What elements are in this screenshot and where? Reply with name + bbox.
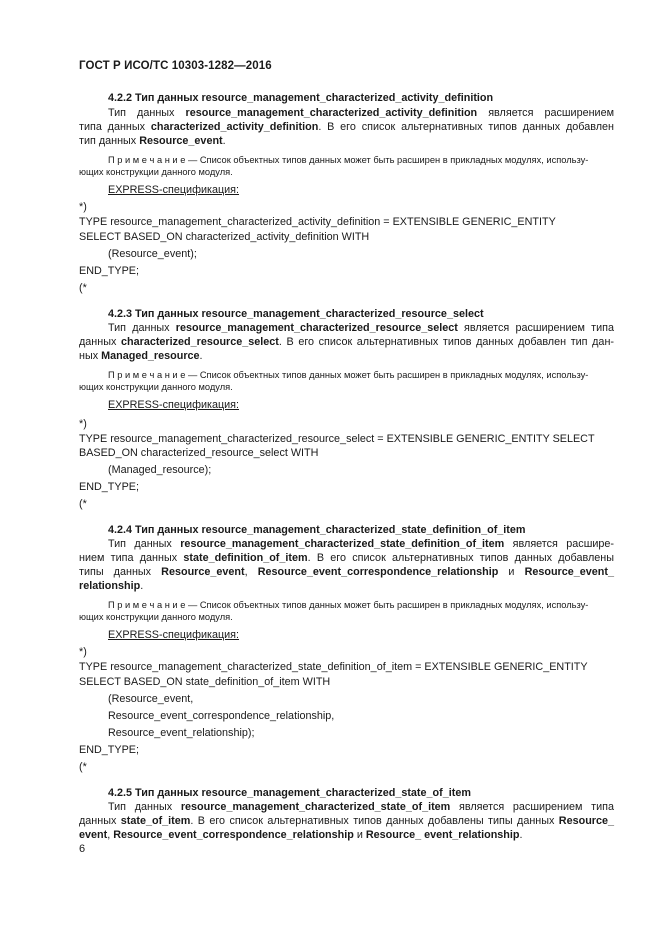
code-line: BASED_ON characterized_resource_select WITH	[79, 447, 319, 459]
paragraph-line: типа данных characterized_activity_definition. В его список альтернативных типов данных добавлен	[79, 121, 615, 133]
paragraph-line: Тип данных resource_management_characterized_state_definition_of_item является расшире-	[108, 538, 615, 550]
express-label: EXPRESS-спецификация:	[108, 399, 240, 411]
paragraph-line: данных characterized_resource_select. В его список альтернативных типов данных добавлен тип дан-	[79, 336, 614, 348]
end-type: END_TYPE;	[79, 481, 139, 493]
end-type: END_TYPE;	[79, 265, 139, 277]
paragraph-line: типы данных Resource_event, Resource_event_correspondence_relationship и Resource_event_	[79, 566, 614, 578]
code-line: SELECT BASED_ON characterized_activity_definition WITH	[79, 231, 370, 243]
paragraph-line: тип данных Resource_event.	[79, 135, 226, 147]
comment-open: (*	[79, 761, 87, 773]
paragraph-line: Тип данных resource_management_characterized_activity_definition является расширением	[108, 107, 615, 119]
code-line: TYPE resource_management_characterized_resource_select = EXTENSIBLE GENERIC_ENTITY SELECT	[79, 433, 595, 445]
paragraph-line: Тип данных resource_management_characterized_resource_select является расширением типа	[108, 322, 614, 334]
section-heading-4-2-3: 4.2.3 Тип данных resource_management_characterized_resource_select	[108, 308, 484, 320]
note-line: ющих конструкции данного модуля.	[79, 167, 233, 177]
section-heading-4-2-2: 4.2.2 Тип данных resource_management_characterized_activity_definition	[108, 92, 494, 104]
code-line: (Managed_resource);	[108, 464, 212, 476]
note-line: ющих конструкции данного модуля.	[79, 382, 233, 392]
code-line: TYPE resource_management_characterized_state_definition_of_item = EXTENSIBLE GENERIC_ENTITY	[79, 661, 588, 673]
code-line: Resource_event_correspondence_relationship,	[108, 710, 335, 722]
paragraph-line: нием типа данных state_definition_of_item. В его список альтернативных типов данных добавлены	[79, 552, 614, 564]
paragraph-line: данных state_of_item. В его список альтернативных типов данных добавлены типы данных Resource_	[79, 815, 615, 827]
note-label: П р и м е ч а н и е	[108, 600, 186, 610]
note-line: ющих конструкции данного модуля.	[79, 612, 233, 622]
comment-close: *)	[79, 646, 87, 658]
code-line: (Resource_event,	[108, 693, 194, 705]
page-number: 6	[79, 843, 86, 855]
comment-open: (*	[79, 282, 87, 294]
section-heading-4-2-5: 4.2.5 Тип данных resource_management_characterized_state_of_item	[108, 787, 471, 799]
note-line: П р и м е ч а н и е — Список объектных типов данных может быть расширен в прикладных модулях, использу-	[108, 155, 589, 165]
comment-close: *)	[79, 201, 87, 213]
note-line: П р и м е ч а н и е — Список объектных типов данных может быть расширен в прикладных модулях, использу-	[108, 370, 589, 380]
comment-open: (*	[79, 498, 87, 510]
express-label: EXPRESS-спецификация:	[108, 629, 240, 641]
code-line: SELECT BASED_ON state_definition_of_item WITH	[79, 676, 331, 688]
document-header: ГОСТ Р ИСО/ТС 10303-1282—2016	[79, 60, 272, 72]
comment-close: *)	[79, 418, 87, 430]
express-label: EXPRESS-спецификация:	[108, 184, 240, 196]
code-line: TYPE resource_management_characterized_activity_definition = EXTENSIBLE GENERIC_ENTITY	[79, 216, 556, 228]
end-type: END_TYPE;	[79, 744, 139, 756]
code-line: (Resource_event);	[108, 248, 197, 260]
paragraph-line: Тип данных resource_management_characterized_state_of_item является расширением типа	[108, 801, 614, 813]
note-label: П р и м е ч а н и е	[108, 370, 186, 380]
code-line: Resource_event_relationship);	[108, 727, 255, 739]
note-label: П р и м е ч а н и е	[108, 155, 186, 165]
note-line: П р и м е ч а н и е — Список объектных типов данных может быть расширен в прикладных модулях, использу-	[108, 600, 589, 610]
paragraph-line: event, Resource_event_correspondence_relationship и Resource_ event_relationship.	[79, 829, 523, 841]
paragraph-line: relationship.	[79, 580, 144, 592]
paragraph-line: ных Managed_resource.	[79, 350, 203, 362]
section-heading-4-2-4: 4.2.4 Тип данных resource_management_characterized_state_definition_of_item	[108, 524, 526, 536]
